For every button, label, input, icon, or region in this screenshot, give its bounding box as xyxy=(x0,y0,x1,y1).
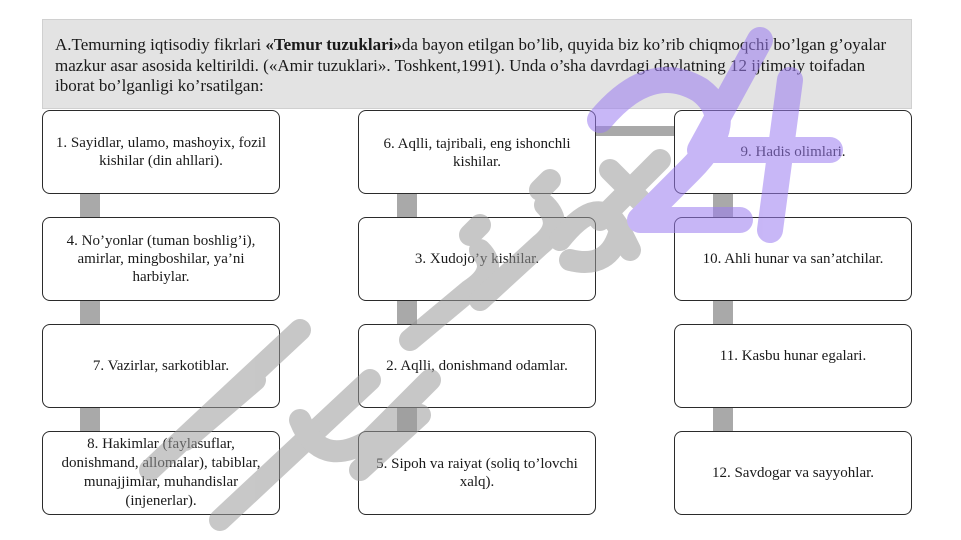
category-label: 8. Hakimlar (faylasuflar, donishmand, allomalar), tabiblar, munajjimlar, muhandislar (injenerlar). xyxy=(61,436,261,509)
category-label: 6. Aqlli, tajribali, eng ishonchli kishilar. xyxy=(383,136,571,170)
category-box-10 xyxy=(674,217,912,301)
category-label: 4. No’yonlar (tuman boshlig’i), amirlar, mingboshilar, ya’ni harbiylar. xyxy=(66,233,256,285)
category-box-4 xyxy=(42,217,280,301)
category-label: 12. Savdogar va sayyohlar. xyxy=(711,465,875,481)
category-box-11 xyxy=(674,324,912,408)
category-label: 5. Sipoh va raiyat (soliq to’lovchi xalq). xyxy=(376,456,578,490)
category-label: 7. Vazirlar, sarkotiblar. xyxy=(92,358,230,374)
category-box-7 xyxy=(42,324,280,408)
intro-text xyxy=(42,19,912,109)
category-label: 3. Xudojo’y kishilar. xyxy=(414,251,540,267)
category-box-2 xyxy=(358,324,596,408)
category-label: 11. Kasbu hunar egalari. xyxy=(719,348,867,364)
category-box-12 xyxy=(674,431,912,515)
category-box-1 xyxy=(42,110,280,194)
connector-top-horizontal xyxy=(592,126,682,136)
category-label: 9. Hadis olimlari. xyxy=(740,144,846,160)
category-box-5 xyxy=(358,431,596,515)
intro-prefix: A.Temurning iqtisodiy fikrlari xyxy=(55,35,266,54)
category-label: 2. Aqlli, donishmand odamlar. xyxy=(386,358,568,374)
intro-suffix: da bayon etilgan bo’lib, quyida biz ko’rib chiqmoqchi bo’lgan g’oyalar mazkur asar asosida keltirildi. («Amir tuzuklari». Toshkent,1991). Unda o’sha davrdagi davlatning 12 ijtimoiy toifadan iborat bo’lganligi ko’rsatilgan: xyxy=(55,35,887,95)
category-label: 1. Sayidlar, ulamo, mashoyix, fozil kishilar (din ahllari). xyxy=(55,135,267,169)
category-box-9 xyxy=(674,110,912,194)
category-box-8 xyxy=(42,431,280,515)
category-box-6 xyxy=(358,110,596,194)
category-box-3 xyxy=(358,217,596,301)
intro-bold-title: «Temur tuzuklari» xyxy=(265,35,402,54)
category-label: 10. Ahli hunar va san’atchilar. xyxy=(702,251,884,267)
